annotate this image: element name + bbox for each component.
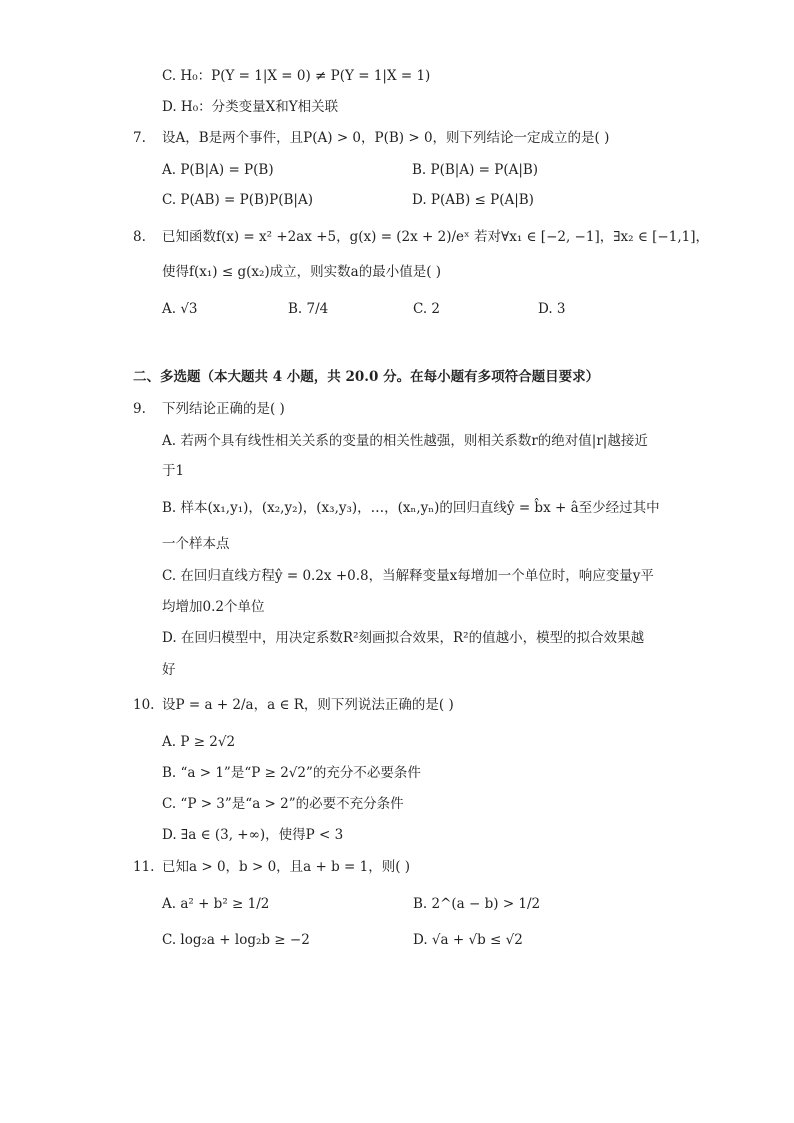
q9-option-c-line1: C. 在回归直线方程ŷ = 0.2x +0.8，当解释变量x每增加一个单位时，响应变量y平 xyxy=(162,568,654,584)
q9-option-d-line2: 好 xyxy=(162,662,176,678)
q8-option-b: B. 7/4 xyxy=(288,301,329,317)
q9-option-b-line2: 一个样本点 xyxy=(162,536,230,552)
q9-stem: 下列结论正确的是( ) xyxy=(162,401,285,417)
q10-option-c: C. “P > 3”是“a > 2”的必要不充分条件 xyxy=(162,796,404,812)
q10-option-a: A. P ≥ 2√2 xyxy=(162,734,236,750)
q6-option-d: D. H₀：分类变量X和Y相关联 xyxy=(162,99,339,115)
q7-number: 7. xyxy=(133,130,146,146)
q8-stem-line1: 已知函数f(x) = x² +2ax +5，g(x) = (2x + 2)/eˣ 若对∀x₁ ∈ [−2, −1]，∃x₂ ∈ [−1,1]， xyxy=(162,229,709,245)
q11-stem: 已知a > 0，b > 0，且a + b = 1，则( ) xyxy=(162,859,411,875)
q7-option-d: D. P(AB) ≤ P(A|B) xyxy=(412,192,534,208)
q11-option-c: C. log₂a + log₂b ≥ −2 xyxy=(162,932,310,948)
q10-option-d: D. ∃a ∈ (3, +∞)，使得P < 3 xyxy=(162,827,344,843)
q11-number: 11. xyxy=(133,859,155,875)
q9-option-c-line2: 均增加0.2个单位 xyxy=(162,599,265,615)
q11-option-a: A. a² + b² ≥ 1/2 xyxy=(162,896,270,912)
q9-option-b-line1: B. 样本(x₁,y₁)，(x₂,y₂)，(x₃,y₃)，…，(xₙ,yₙ)的回归直线ŷ = b̂x + â至少经过其中 xyxy=(162,500,660,516)
q9-number: 9. xyxy=(133,401,146,417)
q7-option-a: A. P(B|A) = P(B) xyxy=(162,162,274,178)
section-heading-multiple-choice: 二、多选题（本大题共 4 小题，共 20.0 分。在每小题有多项符合题目要求） xyxy=(133,369,600,385)
q7-option-b: B. P(B|A) = P(A|B) xyxy=(412,162,539,178)
q8-stem-line2: 使得f(x₁) ≤ g(x₂)成立，则实数a的最小值是( ) xyxy=(162,264,442,280)
q11-option-d: D. √a + √b ≤ √2 xyxy=(413,932,523,948)
q6-option-c: C. H₀：P(Y = 1|X = 0) ≠ P(Y = 1|X = 1) xyxy=(162,68,431,84)
q8-option-a: A. √3 xyxy=(162,301,198,317)
q9-option-a-line2: 于1 xyxy=(162,463,185,479)
q7-option-c: C. P(AB) = P(B)P(B|A) xyxy=(162,192,313,208)
q10-stem: 设P = a + 2/a，a ∈ R，则下列说法正确的是( ) xyxy=(162,697,454,713)
q11-option-b: B. 2^(a − b) > 1/2 xyxy=(413,896,541,912)
q8-option-c: C. 2 xyxy=(413,301,441,317)
q9-option-a-line1: A. 若两个具有线性相关关系的变量的相关性越强，则相关系数r的绝对值|r|越接近 xyxy=(162,433,648,449)
q10-option-b: B. “a > 1”是“P ≥ 2√2”的充分不必要条件 xyxy=(162,765,421,781)
q8-number: 8. xyxy=(133,229,146,245)
q10-number: 10. xyxy=(133,697,155,713)
q7-stem: 设A，B是两个事件，且P(A) > 0，P(B) > 0，则下列结论一定成立的是( ) xyxy=(162,130,610,146)
q9-option-d-line1: D. 在回归模型中，用决定系数R²刻画拟合效果，R²的值越小，模型的拟合效果越 xyxy=(162,630,645,646)
q8-option-d: D. 3 xyxy=(538,301,566,317)
